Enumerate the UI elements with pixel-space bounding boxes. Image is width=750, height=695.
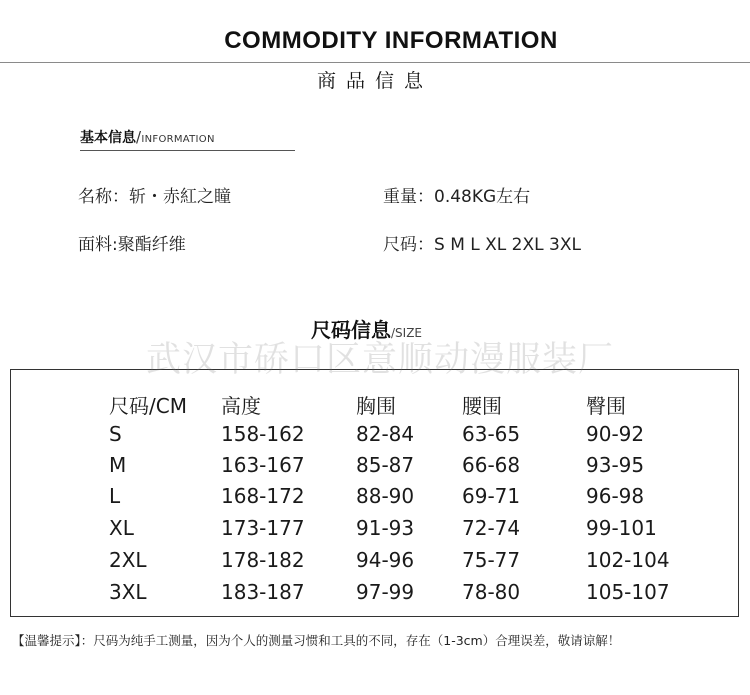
basic-info-heading-sep: /: [136, 128, 142, 146]
size-table-cell: 78-80: [462, 580, 521, 604]
size-table-cell: 90-92: [586, 422, 645, 446]
size-table-cell: 158-162: [221, 422, 305, 446]
size-table-cell: 97-99: [356, 580, 415, 604]
size-table-cell: 93-95: [586, 453, 645, 477]
page-title-chinese: 商品信息: [316, 70, 433, 92]
size-table-cell: 63-65: [462, 422, 521, 446]
product-sizes: 尺码：S M L XL 2XL 3XL: [383, 235, 581, 255]
title-divider: [0, 62, 750, 63]
size-table-cell: 85-87: [356, 453, 415, 477]
size-table-cell: 105-107: [586, 580, 670, 604]
size-table-row-label: S: [109, 422, 122, 446]
size-table-cell: 91-93: [356, 516, 415, 540]
size-table-row-label: XL: [109, 516, 134, 540]
basic-info-heading-cn: 基本信息: [80, 130, 136, 146]
size-table-cell: 102-104: [586, 548, 670, 572]
size-table-cell: 99-101: [586, 516, 657, 540]
size-table-cell: 69-71: [462, 484, 521, 508]
size-table-cell: 183-187: [221, 580, 305, 604]
size-table-cell: 178-182: [221, 548, 305, 572]
warm-tip: 【温馨提示】：尺码为纯手工测量，因为个人的测量习惯和工具的不同，存在（1-3cm）合理误差，敬请谅解！: [12, 633, 621, 648]
basic-info-heading: [80, 127, 215, 147]
size-table: [10, 369, 739, 617]
size-table-row-label: M: [109, 453, 127, 477]
size-info-heading-cn: 尺码信息: [311, 318, 391, 342]
size-table-row-label: 3XL: [109, 580, 147, 604]
size-table-cell: 88-90: [356, 484, 415, 508]
watermark-text: 武汉市硚口区意顺动漫服装厂: [145, 340, 614, 380]
size-table-cell: 75-77: [462, 548, 521, 572]
basic-info-heading-en: INFORMATION: [141, 134, 215, 145]
size-table-header-4: 臀围: [586, 394, 626, 418]
page-title-english: COMMODITY INFORMATION: [224, 27, 558, 54]
size-table-header-2: 胸围: [356, 394, 396, 418]
size-info-heading-en: /SIZE: [391, 326, 423, 340]
size-table-cell: 163-167: [221, 453, 305, 477]
size-table-header-0: 尺码/CM: [109, 394, 187, 418]
size-table-row-label: 2XL: [109, 548, 147, 572]
size-table-row-label: L: [109, 484, 121, 508]
product-name: 名称：斩・赤紅之瞳: [78, 187, 231, 207]
size-table-cell: 94-96: [356, 548, 415, 572]
size-table-cell: 66-68: [462, 453, 521, 477]
size-table-cell: 72-74: [462, 516, 521, 540]
size-table-cell: 96-98: [586, 484, 645, 508]
size-table-cell: 82-84: [356, 422, 415, 446]
size-table-header-3: 腰围: [462, 394, 502, 418]
product-fabric: 面料:聚酯纤维: [78, 235, 186, 255]
size-table-header-1: 高度: [221, 394, 261, 418]
basic-info-divider: [80, 150, 295, 151]
size-table-cell: 173-177: [221, 516, 305, 540]
size-info-heading: [311, 314, 422, 343]
product-weight: 重量：0.48KG左右: [383, 187, 531, 207]
size-table-cell: 168-172: [221, 484, 305, 508]
